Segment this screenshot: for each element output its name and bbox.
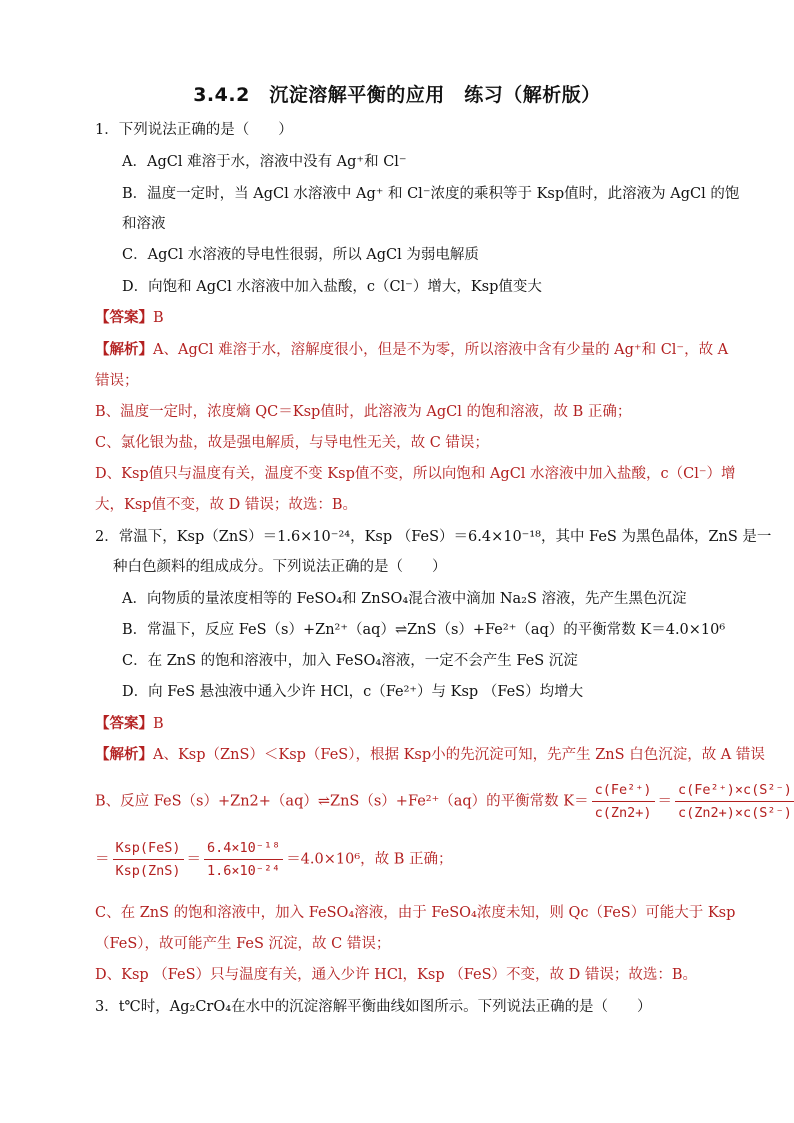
q2-stem-line1: 2．常温下，Ksp（ZnS）＝1.6×10⁻²⁴，Ksp （FeS）＝6.4×10⁻¹⁸，其中 FeS 为黑色晶体，ZnS 是一 — [95, 529, 772, 545]
q1-answer-value: B — [153, 310, 164, 326]
q1-explanation-line4: C、氯化银为盐，故是强电解质，与导电性无关，故 C 错误； — [95, 435, 489, 451]
q2-explanation-line4: C、在 ZnS 的饱和溶液中，加入 FeSO₄溶液，由于 FeSO₄浓度未知，则 Qc（FeS）可能大于 Ksp — [95, 905, 736, 921]
q2-answer-value: B — [153, 716, 164, 732]
q2-answer — [95, 714, 164, 734]
fraction-1: $\frac{\text{c(Fe²⁺)}}{c(Zn2+)}$ — [592, 780, 655, 823]
q2-answer-tag: 【答案】 — [95, 715, 153, 732]
q2-explanation-formula-2: ＝ $\frac{\text{Ksp(FeS)}}{\text{Ksp(ZnS)}}$ ＝ $\frac{\text{6.4×10⁻¹⁸}}{\text{1.6×10⁻²⁴}}$ ＝4.0×10⁶，故 B 正确； — [95, 840, 453, 879]
q1-option-b-line1: B．温度一定时，当 AgCl 水溶液中 Ag⁺ 和 Cl⁻浓度的乘积等于 Ksp值时，此溶液为 AgCl 的饱 — [122, 186, 740, 202]
q2-option-d: D．向 FeS 悬浊液中通入少许 HCl，c（Fe²⁺）与 Ksp （FeS）均增大 — [122, 684, 584, 700]
q2-option-a: A．向物质的量浓度相等的 FeSO₄和 ZnSO₄混合液中滴加 Na₂S 溶液，先产生黑色沉淀 — [122, 591, 687, 607]
page-title: 3.4.2 沉淀溶解平衡的应用 练习（解析版） — [193, 84, 601, 106]
q2-option-b: B．常温下，反应 FeS（s）+Zn²⁺（aq）⇌ZnS（s）+Fe²⁺（aq）的平衡常数 K＝4.0×10⁶ — [122, 622, 726, 638]
q1-explanation-line6: 大，Ksp值不变，故 D 错误；故选：B。 — [95, 497, 358, 513]
q2-explanation-line1: 【解析】A、Ksp（ZnS）＜Ksp（FeS），根据 Ksp小的先沉淀可知，先产生 ZnS 白色沉淀，故 A 错误 — [95, 746, 765, 763]
fraction-2: $\frac{\text{c(Fe²⁺)×c(S²⁻)}}{\text{c(Zn2+)×c(S²⁻)}}$ — [675, 780, 794, 823]
q1-answer-tag: 【答案】 — [95, 309, 153, 326]
q1-option-c: C．AgCl 水溶液的导电性很弱，所以 AgCl 为弱电解质 — [122, 247, 479, 263]
fraction-3: $\frac{\text{Ksp(FeS)}}{\text{Ksp(ZnS)}}$ — [113, 838, 184, 881]
q2-explanation-line5: （FeS），故可能产生 FeS 沉淀，故 C 错误； — [95, 936, 391, 952]
q1-answer — [95, 308, 164, 328]
q2-explanation-formula-1: B、反应 FeS（s）+Zn2+（aq）⇌ZnS（s）+Fe²⁺（aq）的平衡常数 K＝ $\frac{\text{c(Fe²⁺)}}{c(Zn2+)}$ ＝ $\frac{\text{c(Fe²⁺)×c(S²⁻)}}{\text{c(Zn2+)×c(S²⁻)}}$ — [95, 780, 794, 823]
q2-explanation-tag: 【解析】 — [95, 746, 153, 763]
fraction-4: $\frac{\text{6.4×10⁻¹⁸}}{\text{1.6×10⁻²⁴}}$ — [204, 838, 283, 881]
q2-stem-line2: 种白色颜料的组成成分。下列说法正确的是（ ） — [113, 559, 447, 575]
q1-option-d: D．向饱和 AgCl 水溶液中加入盐酸，c（Cl⁻）增大，Ksp值变大 — [122, 279, 542, 295]
q1-explanation-line5: D、Ksp值只与温度有关，温度不变 Ksp值不变，所以向饱和 AgCl 水溶液中加入盐酸，c（Cl⁻）增 — [95, 466, 736, 482]
q1-explanation-line1: 【解析】A、AgCl 难溶于水，溶解度很小，但是不为零，所以溶液中含有少量的 Ag⁺和 Cl⁻，故 A — [95, 341, 729, 358]
q2-explanation-line6: D、Ksp （FeS）只与温度有关，通入少许 HCl，Ksp （FeS）不变，故 D 错误；故选：B。 — [95, 967, 698, 983]
q1-explanation-line2: 错误； — [95, 373, 139, 389]
q2-option-c: C．在 ZnS 的饱和溶液中，加入 FeSO₄溶液，一定不会产生 FeS 沉淀 — [122, 653, 578, 669]
q1-stem: 1．下列说法正确的是（ ） — [95, 122, 293, 138]
q1-explanation-line3: B、温度一定时，浓度熵 QC＝Ksp值时，此溶液为 AgCl 的饱和溶液，故 B 正确； — [95, 404, 632, 420]
q1-option-a: A．AgCl 难溶于水，溶液中没有 Ag⁺和 Cl⁻ — [122, 154, 407, 170]
q1-explanation-tag: 【解析】 — [95, 341, 153, 358]
q1-option-b-line2: 和溶液 — [122, 216, 166, 232]
q3-stem: 3．t℃时，Ag₂CrO₄在水中的沉淀溶解平衡曲线如图所示。下列说法正确的是（ ） — [95, 999, 652, 1015]
